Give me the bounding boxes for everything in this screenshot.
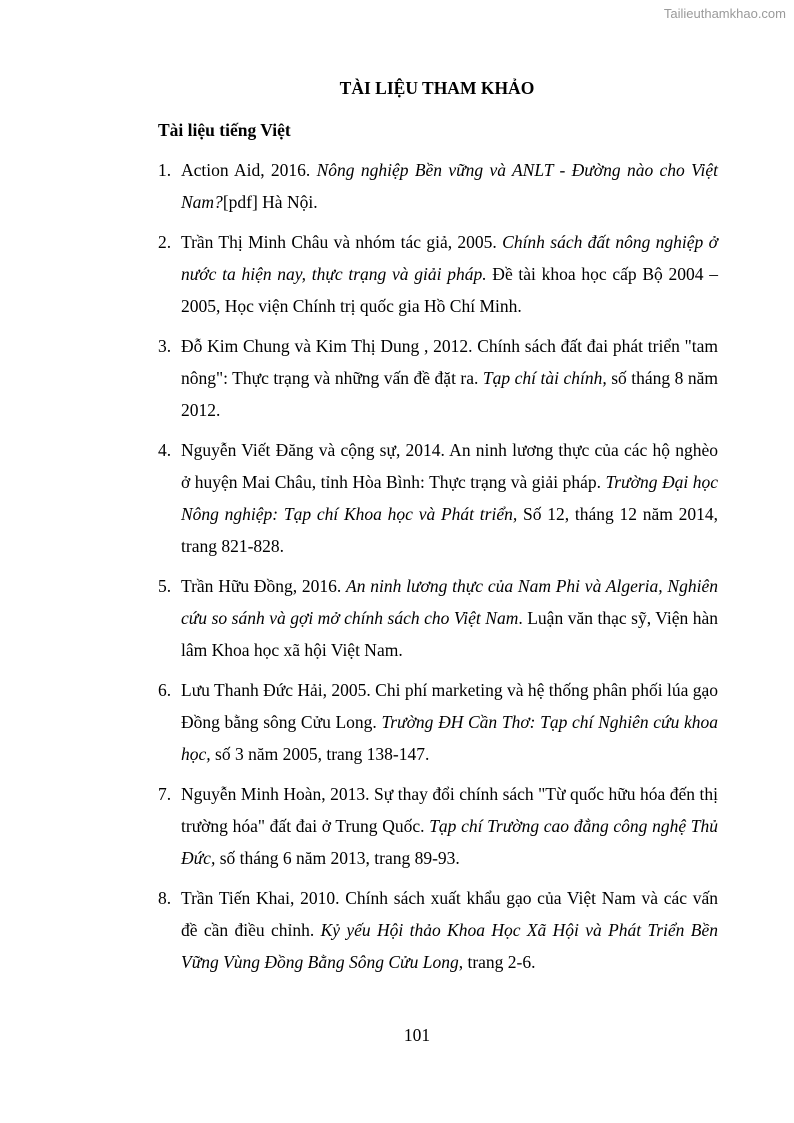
reference-item [158, 226, 718, 322]
reference-text: số tháng 8 năm 2012. [181, 368, 718, 420]
reference-title-italic: Tạp chí tài chính, [482, 368, 607, 388]
reference-text: Nguyễn Viết Đăng và cộng sự, 2014. An ninh lương thực của các hộ nghèo ở huyện Mai Châu, tỉnh Hòa Bình: Thực trạng và giải pháp. [181, 440, 718, 492]
page-number: 101 [403, 1025, 431, 1045]
reference-text: Đề tài khoa học cấp Bộ 2004 – 2005, Học viện Chính trị quốc gia Hồ Chí Minh. [181, 264, 718, 316]
reference-item [158, 570, 718, 666]
reference-text: Action Aid, 2016. [181, 160, 317, 180]
reference-number: 5. [158, 576, 172, 596]
watermark: Tailieuthamkhao.com [663, 6, 786, 21]
reference-text: , trang 2-6. [458, 952, 536, 972]
reference-title-italic: Chính sách đất nông nghiệp ở nước ta hiện nay, thực trạng và giải pháp. [181, 232, 718, 284]
reference-text: Trần Tiến Khai, 2010. Chính sách xuất khẩu gạo của Việt Nam và các vấn đề cần điều chỉnh. [181, 888, 718, 940]
reference-text: Lưu Thanh Đức Hải, 2005. Chi phí marketing và hệ thống phân phối lúa gạo Đồng bằng sông Cửu Long. [181, 680, 718, 732]
reference-title-italic: An ninh lương thực của Nam Phi và Algeria, Nghiên cứu so sánh và gợi mở chính sách cho Việt Nam [181, 576, 718, 628]
reference-title-italic: Trường ĐH Cần Thơ: Tạp chí Nghiên cứu khoa học, [181, 712, 719, 764]
reference-number: 4. [158, 440, 172, 460]
reference-title-italic: Kỷ yếu Hội thảo Khoa Học Xã Hội và Phát Triển Bền Vững Vùng Đồng Bằng Sông Cửu Long [181, 920, 718, 972]
reference-text: Trần Hữu Đồng, 2016. [181, 576, 347, 596]
reference-number: 3. [158, 336, 172, 356]
reference-title-italic: Trường Đại học Nông nghiệp: Tạp chí Khoa học và Phát triển, [181, 472, 718, 524]
reference-item [158, 882, 718, 978]
reference-item [158, 434, 718, 562]
reference-item [158, 154, 718, 218]
reference-text: Nguyễn Minh Hoàn, 2013. Sự thay đổi chính sách "Từ quốc hữu hóa đến thị trường hóa" đất đai ở Trung Quốc. [181, 784, 718, 836]
reference-list [158, 154, 718, 986]
reference-text: số 3 năm 2005, trang 138-147. [210, 744, 430, 764]
reference-number: 7. [158, 784, 172, 804]
reference-number: 1. [158, 160, 172, 180]
reference-number: 6. [158, 680, 172, 700]
reference-text: Số 12, tháng 12 năm 2014, trang 821-828. [181, 504, 718, 556]
reference-number: 2. [158, 232, 172, 252]
reference-title-italic: Nông nghiệp Bền vững và ANLT - Đường nào cho Việt Nam? [181, 160, 718, 212]
reference-item [158, 330, 718, 426]
reference-text: Đỗ Kim Chung và Kim Thị Dung , 2012. Chính sách đất đai phát triển "tam nông": Thực trạng và những vấn đề đặt ra. [181, 336, 718, 388]
reference-title-italic: Tạp chí Trường cao đẳng công nghệ Thủ Đức, [181, 816, 719, 868]
reference-text: số tháng 6 năm 2013, trang 89-93. [215, 848, 460, 868]
reference-text: . Luận văn thạc sỹ, Viện hàn lâm Khoa học xã hội Việt Nam. [181, 608, 718, 660]
reference-item [158, 778, 718, 874]
section-heading: Tài liệu tiếng Việt [158, 120, 291, 140]
reference-text: [pdf] Hà Nội. [222, 192, 318, 212]
reference-text: Trần Thị Minh Châu và nhóm tác giả, 2005. [181, 232, 503, 252]
page-title: TÀI LIỆU THAM KHẢO [339, 78, 535, 98]
reference-item [158, 674, 718, 770]
reference-number: 8. [158, 888, 172, 908]
